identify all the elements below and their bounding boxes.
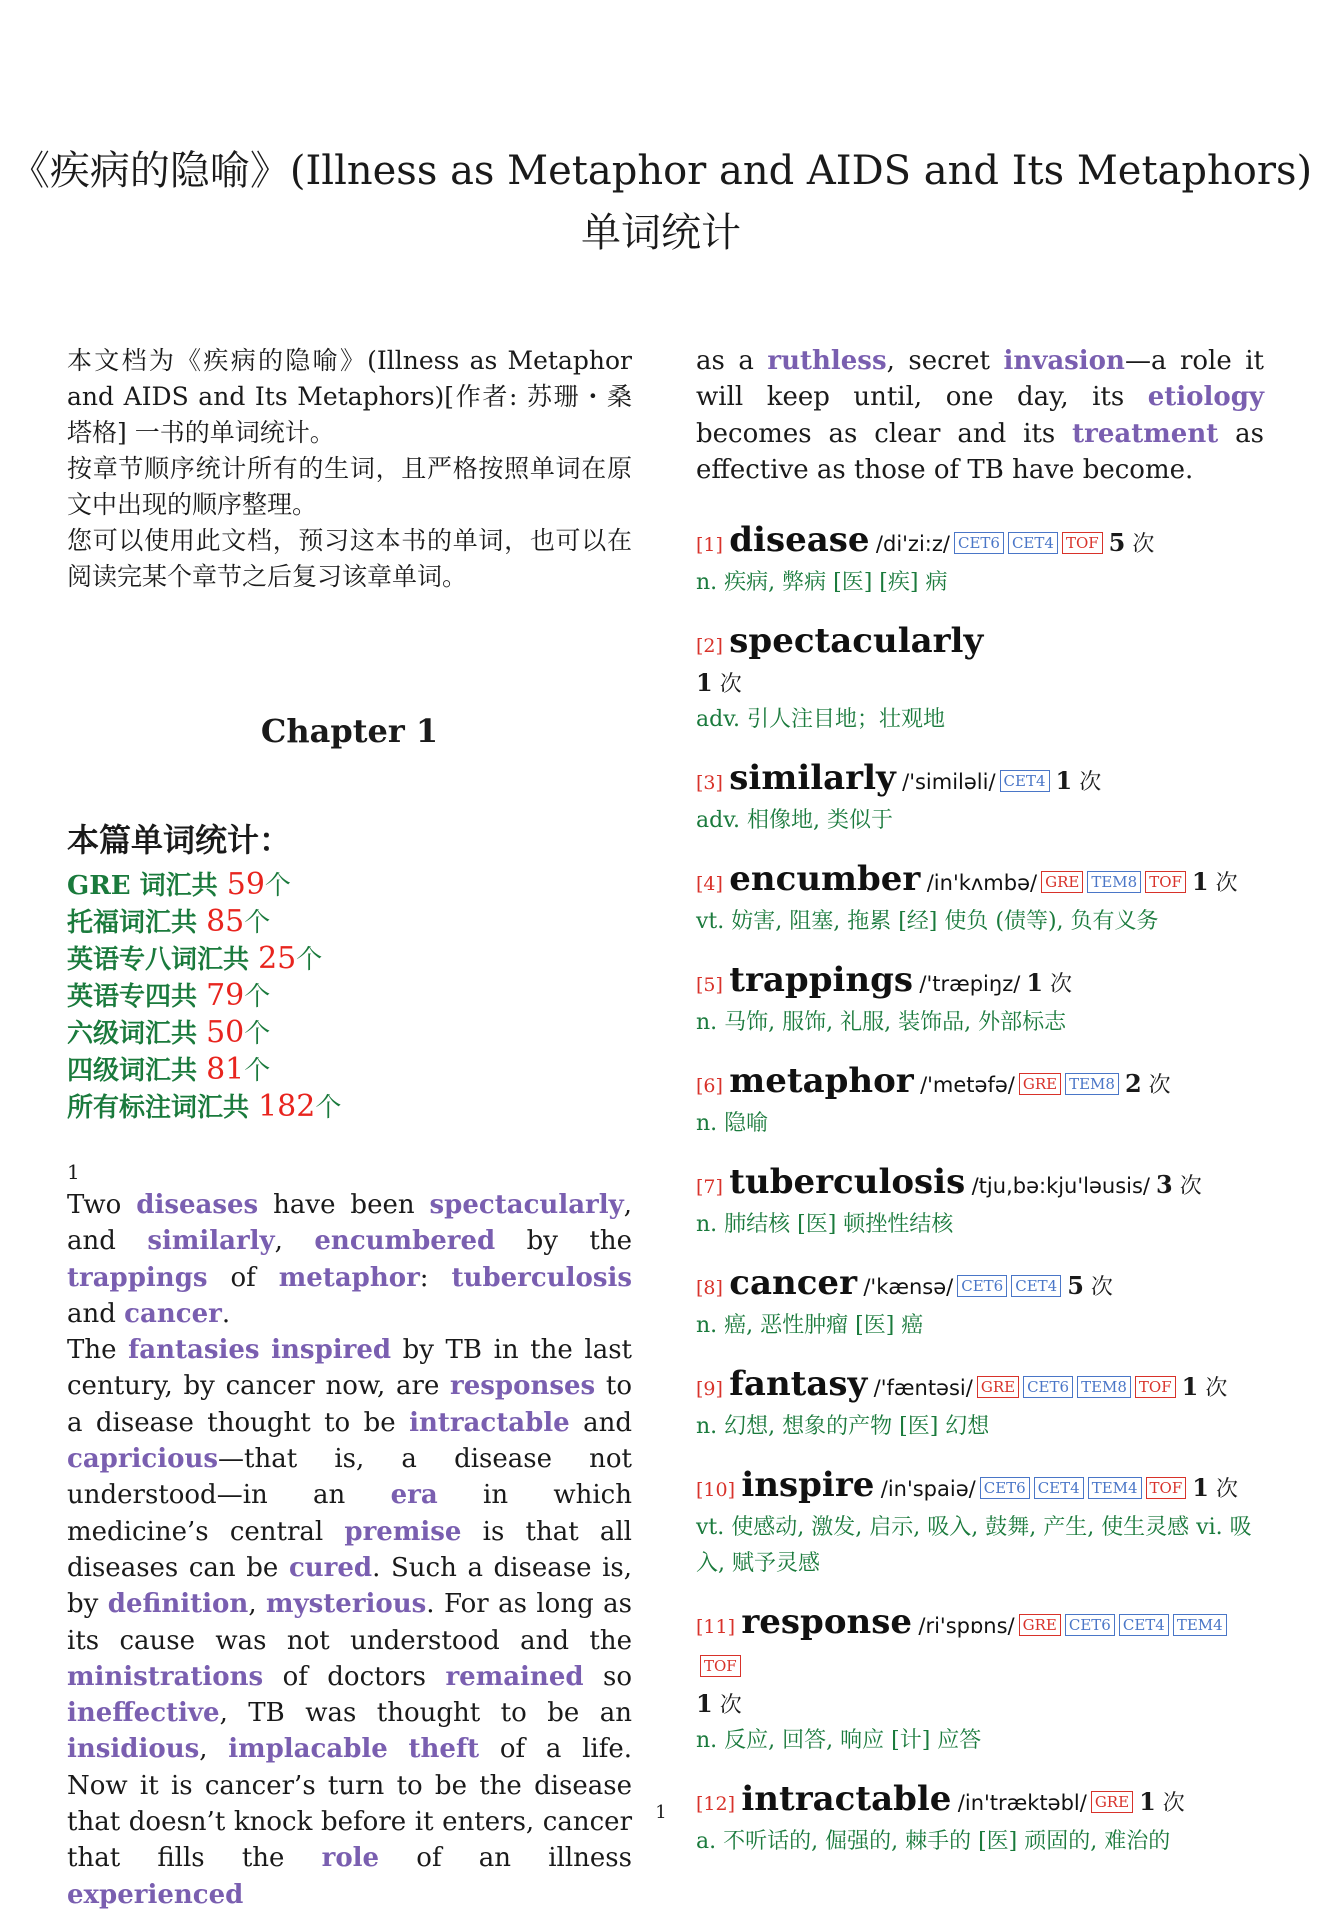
entry-definition: adv. 引人注目地；壮观地 (696, 707, 946, 733)
entry-definition: n. 幻想, 想象的产物 [医] 幻想 (696, 1414, 990, 1440)
vocabulary-list (696, 520, 1264, 1860)
stat-line (67, 941, 632, 978)
count-value: 2 (1124, 1069, 1142, 1099)
highlighted-word: intractable (409, 1407, 570, 1438)
exam-tag: GRE (1019, 1073, 1061, 1095)
entry-count (1156, 1170, 1202, 1200)
stat-label: 所有标注词汇共 (67, 1093, 259, 1123)
entry-index: [6] (696, 1075, 723, 1098)
highlighted-word: era (390, 1480, 438, 1511)
highlighted-word: capricious (67, 1444, 219, 1475)
entry-count (1181, 1372, 1228, 1402)
highlighted-word: metaphor (278, 1262, 420, 1293)
exam-tag: CET6 (1023, 1376, 1073, 1398)
entry-word: spectacularly (729, 621, 984, 662)
entry-header (696, 1162, 1264, 1207)
entry-phonetic: /'similəli/ (902, 770, 996, 795)
vocab-entry (696, 1465, 1264, 1582)
entry-header (696, 1465, 1264, 1510)
vocab-entry (696, 520, 1264, 601)
document-title (0, 140, 1322, 264)
entry-count (1124, 1069, 1171, 1099)
stat-label: 英语专八词汇共 (67, 945, 259, 975)
entry-definition: n. 马饰, 服饰, 礼服, 装饰品, 外部标志 (696, 1010, 1067, 1036)
entry-index: [9] (696, 1378, 723, 1401)
vocabulary-column (696, 343, 1264, 1880)
entry-definition: a. 不听话的, 倔强的, 棘手的 [医] 顽固的, 难治的 (696, 1829, 1171, 1855)
entry-phonetic: /in'træktəbl/ (957, 1791, 1087, 1816)
exam-tag: GRE (1041, 871, 1083, 893)
entry-index: [12] (696, 1793, 736, 1816)
stat-line (67, 904, 632, 941)
entry-word: metaphor (729, 1061, 914, 1102)
entry-definition: n. 癌, 恶性肿瘤 [医] 癌 (696, 1313, 924, 1339)
entry-header (696, 1364, 1264, 1409)
passage-continuation: as a ruthless, secret invasion—a role it will keep until, one day, its etiology becomes as clear and its treatment as effective as those of TB have become. (696, 346, 1265, 485)
entry-index: [7] (696, 1176, 723, 1199)
entry-count (1192, 1473, 1238, 1503)
count-unit: 次 (1179, 1174, 1202, 1200)
entry-index: [4] (696, 873, 723, 896)
entry-header (696, 1061, 1264, 1106)
entry-count (696, 1687, 1264, 1723)
exam-tag: CET4 (1008, 532, 1058, 554)
entry-word: similarly (729, 758, 896, 799)
vocab-entry (696, 960, 1264, 1041)
stat-unit: 个 (244, 982, 271, 1012)
entry-header (696, 1602, 1264, 1723)
count-value: 3 (1156, 1170, 1173, 1200)
exam-tag: CET6 (954, 532, 1004, 554)
entry-definition: n. 肺结核 [医] 顿挫性结核 (696, 1212, 954, 1238)
exam-tag: CET6 (980, 1477, 1030, 1499)
exam-tag: CET6 (957, 1275, 1007, 1297)
intro-paragraph: 按章节顺序统计所有的生词，且严格按照单词在原文中出现的顺序整理。 (67, 454, 632, 519)
entry-header (696, 758, 1264, 803)
entry-word: cancer (729, 1263, 857, 1304)
entry-count (696, 666, 1264, 702)
word-stats (67, 815, 632, 1126)
entry-phonetic: /in'spaiə/ (880, 1477, 976, 1502)
highlighted-word: fantasies (128, 1335, 260, 1366)
highlighted-word: insidious (67, 1734, 200, 1765)
highlighted-word: premise (344, 1516, 462, 1547)
stat-value: 79 (206, 978, 245, 1013)
highlighted-word: responses (450, 1371, 596, 1402)
stat-unit: 个 (296, 945, 323, 975)
stat-unit: 个 (244, 1019, 271, 1049)
entry-header (696, 960, 1264, 1005)
highlighted-word: experienced (67, 1879, 244, 1910)
passage-paragraph: The fantasies inspired by TB in the last century, by cancer now, are responses to a disease thought to be intractable and capricious—that is, a disease not understood—in an era in which medicine’s central premise is that all diseases can be cured. Such a disease is, by definition, mysterious. For as long as its cause was not understood and the ministrations of doctors remained so ineffective, TB was thought to be an insidious, implacable theft of a life. Now it is cancer’s turn to be the disease that doesn’t knock before it enters, cancer that fills the role of an illness experienced (67, 1335, 632, 1910)
passage-paragraph: Two diseases have been spectacularly, and similarly, encumbered by the trappings of metaphor: tuberculosis and cancer. (67, 1190, 633, 1329)
vocab-entry (696, 1602, 1264, 1759)
entry-phonetic: /'fæntəsi/ (873, 1376, 973, 1401)
entry-count (1108, 528, 1155, 558)
entry-definition: n. 疾病, 弊病 [医] [疾] 病 (696, 570, 948, 596)
entry-header (696, 1263, 1264, 1308)
entry-index: [3] (696, 772, 723, 795)
exam-tag: TOF (1145, 871, 1186, 893)
highlighted-word: mysterious (266, 1589, 427, 1620)
highlighted-word: definition (107, 1589, 249, 1620)
exam-tag: GRE (977, 1376, 1019, 1398)
exam-tag: TEM8 (1077, 1376, 1131, 1398)
highlighted-word: ministrations (67, 1661, 264, 1692)
stat-value: 50 (206, 1015, 245, 1050)
count-unit: 次 (1132, 532, 1155, 558)
count-unit: 次 (1215, 1477, 1238, 1503)
highlighted-word: similarly (147, 1226, 275, 1257)
highlighted-word: encumbered (314, 1226, 496, 1257)
entry-phonetic: /in'kʌmbə/ (926, 871, 1038, 896)
entry-header (696, 520, 1264, 565)
stat-line (67, 1015, 632, 1052)
page-number: 1 (655, 1802, 667, 1823)
entry-word: response (741, 1602, 913, 1643)
stat-line (67, 1089, 632, 1126)
title-line-2: 单词统计 (581, 210, 741, 256)
stat-value: 81 (206, 1052, 245, 1087)
exam-tag: CET4 (1000, 770, 1050, 792)
intro (67, 343, 632, 595)
stat-unit: 个 (244, 908, 271, 938)
exam-tag: CET4 (1119, 1614, 1169, 1636)
highlighted-word: cancer (124, 1298, 222, 1329)
stat-unit: 个 (244, 1056, 271, 1086)
entry-index: [5] (696, 974, 723, 997)
entry-count (1067, 1271, 1113, 1301)
entry-phonetic: /ri'spɒns/ (918, 1614, 1015, 1639)
entry-count (1191, 867, 1238, 897)
exam-tag: TOF (1146, 1477, 1187, 1499)
highlighted-word: role (321, 1843, 380, 1874)
exam-tag: GRE (1091, 1791, 1133, 1813)
count-unit: 次 (1162, 1791, 1185, 1817)
vocab-entry (696, 1364, 1264, 1445)
highlighted-word: theft (408, 1734, 480, 1765)
entry-word: intractable (741, 1779, 952, 1820)
entry-phonetic: /'kænsə/ (863, 1275, 954, 1300)
stat-value: 25 (258, 941, 297, 976)
stat-value: 182 (258, 1089, 316, 1124)
title-line-1: 《疾病的隐喻》(Illness as Metaphor and AIDS and Its Metaphors) (9, 148, 1313, 194)
exam-tag: TEM4 (1088, 1477, 1142, 1499)
highlighted-word: tuberculosis (451, 1262, 632, 1293)
highlighted-word: treatment (1072, 418, 1219, 449)
exam-tag: GRE (1019, 1614, 1061, 1636)
highlighted-word: implacable (228, 1734, 388, 1765)
entry-phonetic: /di'zi:z/ (875, 532, 950, 557)
stat-label: 英语专四共 (67, 982, 207, 1012)
entry-word: encumber (729, 859, 921, 900)
count-unit: 次 (719, 1693, 742, 1719)
count-unit: 次 (719, 672, 742, 698)
highlighted-word: inspired (271, 1335, 392, 1366)
intro-paragraph: 本文档为《疾病的隐喻》(Illness as Metaphor and AIDS and Its Metaphors)[作者: 苏珊・桑塔格] 一书的单词统计。 (67, 346, 632, 447)
highlighted-word: invasion (1003, 346, 1125, 376)
stat-line (67, 978, 632, 1015)
exam-tag: TOF (1062, 532, 1103, 554)
highlighted-word: diseases (136, 1190, 259, 1220)
stat-line (67, 1052, 632, 1089)
vocab-entry (696, 1061, 1264, 1142)
entry-word: fantasy (729, 1364, 868, 1405)
highlighted-word: ruthless (767, 346, 887, 376)
vocab-entry (696, 621, 1264, 738)
entry-index: [1] (696, 534, 723, 557)
entry-word: tuberculosis (729, 1162, 966, 1203)
entry-word: inspire (741, 1465, 875, 1506)
highlighted-word: remained (445, 1661, 584, 1692)
count-value: 5 (1067, 1271, 1084, 1301)
count-value: 1 (696, 1689, 713, 1719)
stat-label: 托福词汇共 (67, 908, 207, 938)
count-value: 1 (1192, 1473, 1209, 1503)
stat-line (67, 867, 632, 904)
stat-unit: 个 (264, 871, 291, 901)
vocab-entry (696, 1263, 1264, 1344)
section-number: 1 (67, 1160, 80, 1184)
exam-tag: TOF (1135, 1376, 1176, 1398)
exam-tag: TOF (700, 1655, 741, 1677)
entry-word: disease (729, 520, 870, 561)
count-unit: 次 (1050, 972, 1073, 998)
count-unit: 次 (1079, 770, 1102, 796)
entry-count (1026, 968, 1073, 998)
entry-header (696, 859, 1264, 904)
entry-definition: n. 隐喻 (696, 1111, 769, 1137)
count-value: 1 (1026, 968, 1044, 998)
entry-definition: vt. 妨害, 阻塞, 拖累 [经] 使负 (债等), 负有义务 (696, 909, 1159, 935)
entry-definition: vt. 使感动, 激发, 启示, 吸入, 鼓舞, 产生, 使生灵感 vi. 吸入, 赋予灵感 (696, 1515, 1252, 1577)
stat-label: 四级词汇共 (67, 1056, 207, 1086)
exam-tag: TEM8 (1087, 871, 1141, 893)
count-value: 1 (1055, 766, 1073, 796)
vocab-entry (696, 758, 1264, 839)
intro-paragraph: 您可以使用此文档，预习这本书的单词，也可以在阅读完某个章节之后复习该章单词。 (67, 526, 632, 591)
stat-value: 85 (206, 904, 245, 939)
entry-definition: adv. 相像地, 类似于 (696, 808, 893, 834)
highlighted-word: spectacularly (429, 1190, 624, 1220)
highlighted-word: ineffective (67, 1698, 220, 1729)
exam-tag: TEM8 (1065, 1073, 1119, 1095)
entry-index: [8] (696, 1277, 723, 1300)
stats-title: 本篇单词统计： (67, 821, 292, 859)
entry-definition: n. 反应, 回答, 响应 [计] 应答 (696, 1728, 982, 1754)
count-value: 5 (1108, 528, 1126, 558)
highlighted-word: trappings (67, 1262, 208, 1293)
entry-index: [10] (696, 1479, 736, 1502)
exam-tag: CET6 (1065, 1614, 1115, 1636)
count-value: 1 (1191, 867, 1209, 897)
count-unit: 次 (1148, 1073, 1171, 1099)
entry-phonetic: /'træpiŋz/ (919, 972, 1021, 997)
entry-header (696, 621, 1264, 702)
count-unit: 次 (1205, 1376, 1228, 1402)
highlighted-word: etiology (1147, 382, 1264, 413)
stat-unit: 个 (315, 1093, 342, 1123)
entry-phonetic: /tju,bə:kju'ləusis/ (971, 1174, 1150, 1199)
stat-label: 六级词汇共 (67, 1019, 207, 1049)
count-value: 1 (1181, 1372, 1199, 1402)
count-unit: 次 (1090, 1275, 1113, 1301)
exam-tag: TEM4 (1173, 1614, 1227, 1636)
entry-word: trappings (729, 960, 914, 1001)
count-value: 1 (1139, 1787, 1156, 1817)
count-value: 1 (696, 668, 713, 698)
vocab-entry (696, 1162, 1264, 1243)
count-unit: 次 (1215, 871, 1238, 897)
entry-count (1055, 766, 1102, 796)
entry-index: [11] (696, 1616, 736, 1639)
highlighted-word: cured (288, 1552, 373, 1583)
stat-value: 59 (226, 867, 265, 902)
exam-tag: CET4 (1034, 1477, 1084, 1499)
vocab-entry (696, 859, 1264, 940)
stat-label: GRE 词汇共 (67, 871, 227, 901)
entry-index: [2] (696, 635, 723, 658)
exam-tag: CET4 (1011, 1275, 1061, 1297)
entry-phonetic: /'metəfə/ (920, 1073, 1015, 1098)
chapter-title: Chapter 1 (260, 712, 439, 750)
